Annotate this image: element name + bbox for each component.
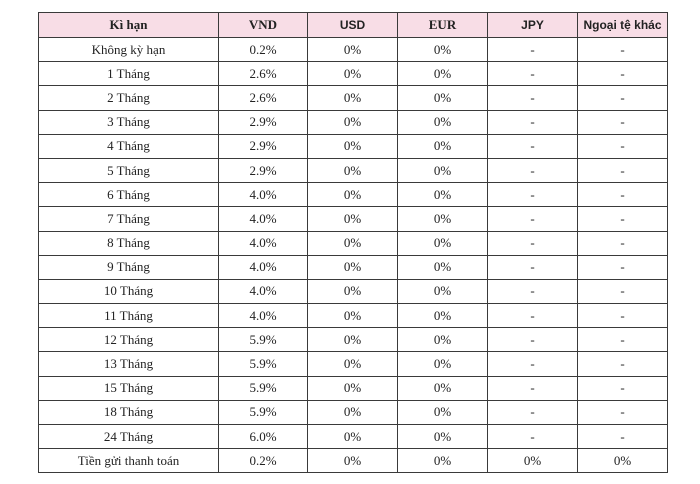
- table-row: [39, 449, 668, 473]
- table-row: [39, 376, 668, 400]
- cell-term: 6 Tháng: [39, 183, 219, 207]
- cell-term: 10 Tháng: [39, 279, 219, 303]
- cell-jpy: -: [488, 158, 578, 182]
- table-row: [39, 304, 668, 328]
- cell-other-currency: -: [578, 304, 668, 328]
- cell-term: 18 Tháng: [39, 400, 219, 424]
- cell-other-currency: -: [578, 86, 668, 110]
- cell-jpy: -: [488, 134, 578, 158]
- cell-eur: 0%: [398, 400, 488, 424]
- cell-other-currency: -: [578, 328, 668, 352]
- cell-term: Tiền gửi thanh toán: [39, 449, 219, 473]
- cell-other-currency: -: [578, 158, 668, 182]
- header-term: Kì hạn: [39, 13, 219, 38]
- cell-vnd: 5.9%: [219, 352, 308, 376]
- header-row: [39, 13, 668, 38]
- header-eur: EUR: [398, 13, 488, 38]
- cell-vnd: 2.6%: [219, 86, 308, 110]
- cell-eur: 0%: [398, 207, 488, 231]
- cell-jpy: -: [488, 304, 578, 328]
- cell-usd: 0%: [308, 134, 398, 158]
- table-row: [39, 255, 668, 279]
- cell-term: 1 Tháng: [39, 62, 219, 86]
- cell-term: 12 Tháng: [39, 328, 219, 352]
- cell-vnd: 4.0%: [219, 183, 308, 207]
- cell-usd: 0%: [308, 376, 398, 400]
- cell-eur: 0%: [398, 352, 488, 376]
- cell-jpy: -: [488, 400, 578, 424]
- cell-eur: 0%: [398, 304, 488, 328]
- cell-term: 9 Tháng: [39, 255, 219, 279]
- cell-usd: 0%: [308, 110, 398, 134]
- table-row: [39, 183, 668, 207]
- cell-other-currency: -: [578, 255, 668, 279]
- cell-eur: 0%: [398, 328, 488, 352]
- table-row: [39, 134, 668, 158]
- cell-term: 8 Tháng: [39, 231, 219, 255]
- cell-term: 24 Tháng: [39, 425, 219, 449]
- cell-other-currency: -: [578, 279, 668, 303]
- cell-eur: 0%: [398, 231, 488, 255]
- cell-jpy: -: [488, 62, 578, 86]
- cell-other-currency: -: [578, 183, 668, 207]
- cell-jpy: -: [488, 86, 578, 110]
- cell-vnd: 0.2%: [219, 38, 308, 62]
- cell-other-currency: -: [578, 376, 668, 400]
- cell-other-currency: -: [578, 425, 668, 449]
- header-jpy: JPY: [488, 13, 578, 38]
- cell-other-currency: 0%: [578, 449, 668, 473]
- cell-usd: 0%: [308, 400, 398, 424]
- cell-jpy: -: [488, 183, 578, 207]
- cell-vnd: 0.2%: [219, 449, 308, 473]
- cell-jpy: -: [488, 328, 578, 352]
- cell-other-currency: -: [578, 400, 668, 424]
- header-vnd: VND: [219, 13, 308, 38]
- table-row: [39, 110, 668, 134]
- cell-jpy: 0%: [488, 449, 578, 473]
- cell-vnd: 4.0%: [219, 207, 308, 231]
- cell-term: 5 Tháng: [39, 158, 219, 182]
- cell-other-currency: -: [578, 134, 668, 158]
- cell-eur: 0%: [398, 110, 488, 134]
- table-row: [39, 352, 668, 376]
- cell-usd: 0%: [308, 352, 398, 376]
- cell-vnd: 2.6%: [219, 62, 308, 86]
- cell-eur: 0%: [398, 279, 488, 303]
- cell-usd: 0%: [308, 255, 398, 279]
- cell-eur: 0%: [398, 255, 488, 279]
- cell-other-currency: -: [578, 207, 668, 231]
- table-row: [39, 328, 668, 352]
- table-row: [39, 207, 668, 231]
- cell-usd: 0%: [308, 231, 398, 255]
- cell-vnd: 5.9%: [219, 400, 308, 424]
- cell-vnd: 4.0%: [219, 231, 308, 255]
- cell-vnd: 2.9%: [219, 158, 308, 182]
- cell-vnd: 5.9%: [219, 376, 308, 400]
- cell-jpy: -: [488, 207, 578, 231]
- cell-term: 3 Tháng: [39, 110, 219, 134]
- cell-eur: 0%: [398, 449, 488, 473]
- cell-eur: 0%: [398, 62, 488, 86]
- cell-eur: 0%: [398, 134, 488, 158]
- cell-term: 15 Tháng: [39, 376, 219, 400]
- cell-vnd: 2.9%: [219, 110, 308, 134]
- cell-other-currency: -: [578, 231, 668, 255]
- cell-vnd: 4.0%: [219, 255, 308, 279]
- cell-jpy: -: [488, 352, 578, 376]
- cell-eur: 0%: [398, 38, 488, 62]
- cell-usd: 0%: [308, 38, 398, 62]
- cell-term: Không kỳ hạn: [39, 38, 219, 62]
- cell-vnd: 6.0%: [219, 425, 308, 449]
- cell-usd: 0%: [308, 86, 398, 110]
- table-header: [39, 13, 668, 38]
- table-row: [39, 158, 668, 182]
- cell-usd: 0%: [308, 62, 398, 86]
- cell-other-currency: -: [578, 62, 668, 86]
- cell-jpy: -: [488, 376, 578, 400]
- cell-term: 11 Tháng: [39, 304, 219, 328]
- cell-term: 2 Tháng: [39, 86, 219, 110]
- cell-usd: 0%: [308, 449, 398, 473]
- cell-usd: 0%: [308, 207, 398, 231]
- table-row: [39, 425, 668, 449]
- cell-jpy: -: [488, 255, 578, 279]
- header-other-currency: Ngoại tệ khác: [578, 13, 668, 38]
- header-usd: USD: [308, 13, 398, 38]
- cell-vnd: 4.0%: [219, 304, 308, 328]
- cell-eur: 0%: [398, 425, 488, 449]
- cell-other-currency: -: [578, 110, 668, 134]
- cell-usd: 0%: [308, 328, 398, 352]
- table-row: [39, 62, 668, 86]
- table-row: [39, 86, 668, 110]
- cell-vnd: 2.9%: [219, 134, 308, 158]
- cell-term: 4 Tháng: [39, 134, 219, 158]
- cell-term: 13 Tháng: [39, 352, 219, 376]
- cell-usd: 0%: [308, 304, 398, 328]
- cell-other-currency: -: [578, 352, 668, 376]
- cell-jpy: -: [488, 425, 578, 449]
- cell-jpy: -: [488, 231, 578, 255]
- cell-jpy: -: [488, 279, 578, 303]
- table-row: [39, 279, 668, 303]
- table-row: [39, 38, 668, 62]
- cell-term: 7 Tháng: [39, 207, 219, 231]
- cell-jpy: -: [488, 110, 578, 134]
- cell-usd: 0%: [308, 425, 398, 449]
- cell-jpy: -: [488, 38, 578, 62]
- cell-vnd: 4.0%: [219, 279, 308, 303]
- cell-vnd: 5.9%: [219, 328, 308, 352]
- cell-usd: 0%: [308, 183, 398, 207]
- cell-eur: 0%: [398, 183, 488, 207]
- cell-other-currency: -: [578, 38, 668, 62]
- cell-eur: 0%: [398, 86, 488, 110]
- cell-usd: 0%: [308, 158, 398, 182]
- table-body: [39, 38, 668, 473]
- table-row: [39, 231, 668, 255]
- cell-eur: 0%: [398, 376, 488, 400]
- cell-usd: 0%: [308, 279, 398, 303]
- table-row: [39, 400, 668, 424]
- interest-rate-table: [38, 12, 668, 473]
- cell-eur: 0%: [398, 158, 488, 182]
